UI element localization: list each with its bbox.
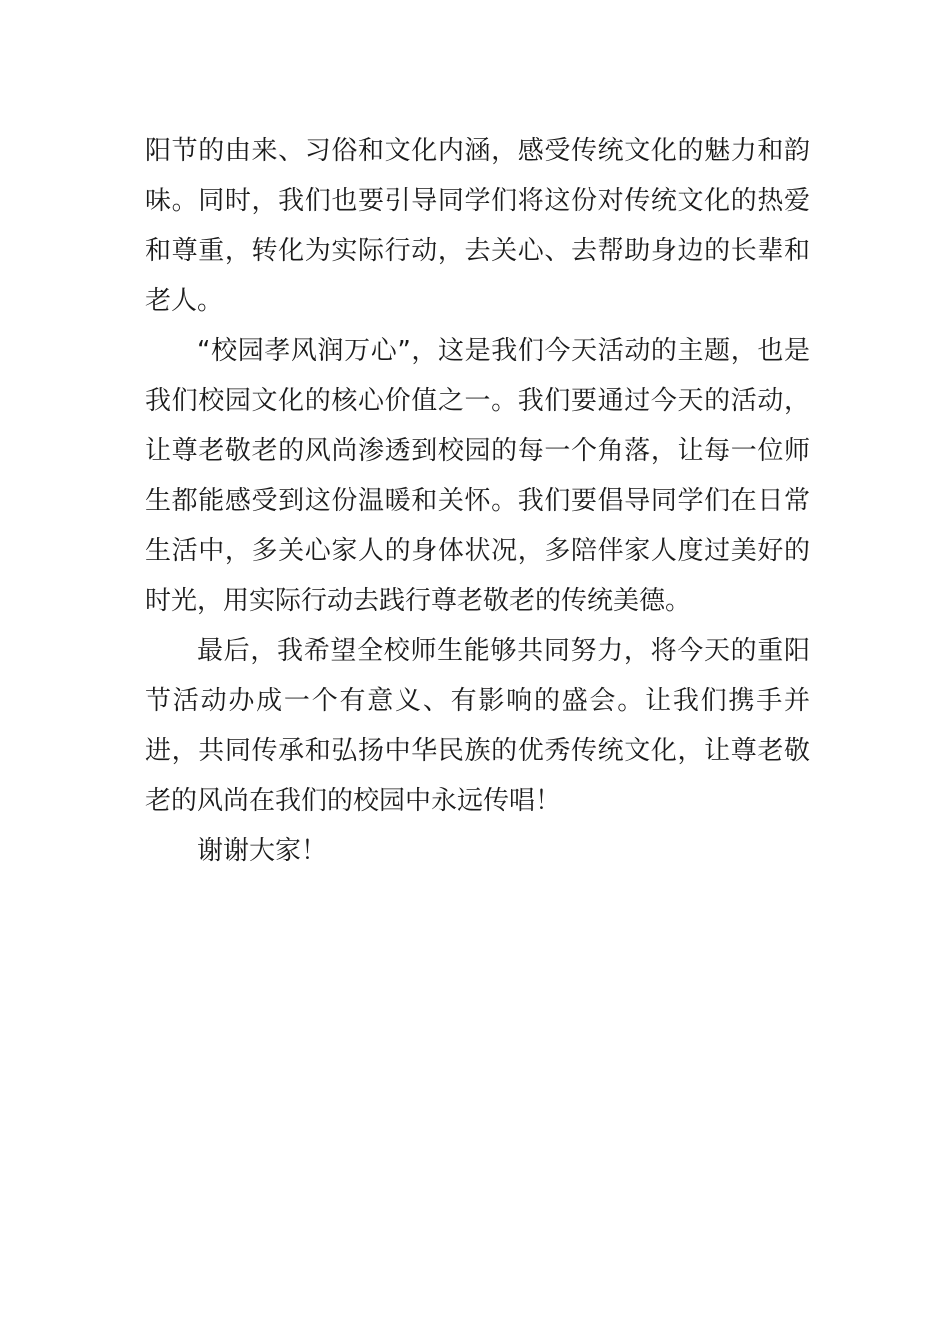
paragraph-theme: “校园孝风润万心”，这是我们今天活动的主题，也是我们校园文化的核心价值之一。我们要通过今天的活动，让尊老敬老的风尚渗透到校园的每一个角落，让每一位师生都能感受到这份温暖和关怀。我们要倡导同学们在日常生活中，多关心家人的身体状况，多陪伴家人度过美好的时光，用实际行动去践行尊老敬老的传统美德。	[145, 336, 810, 616]
paragraph-thanks: 谢谢大家！	[197, 836, 328, 866]
paragraph-closing: 最后，我希望全校师生能够共同努力，将今天的重阳节活动办成一个有意义、有影响的盛会。让我们携手并进，共同传承和弘扬中华民族的优秀传统文化，让尊老敬老的风尚在我们的校园中永远传唱！	[145, 636, 810, 816]
paragraph-continuation: 阳节的由来、习俗和文化内涵，感受传统文化的魅力和韵味。同时，我们也要引导同学们将这份对传统文化的热爱和尊重，转化为实际行动，去关心、去帮助身边的长辈和老人。	[145, 136, 810, 316]
document-body	[145, 126, 810, 876]
